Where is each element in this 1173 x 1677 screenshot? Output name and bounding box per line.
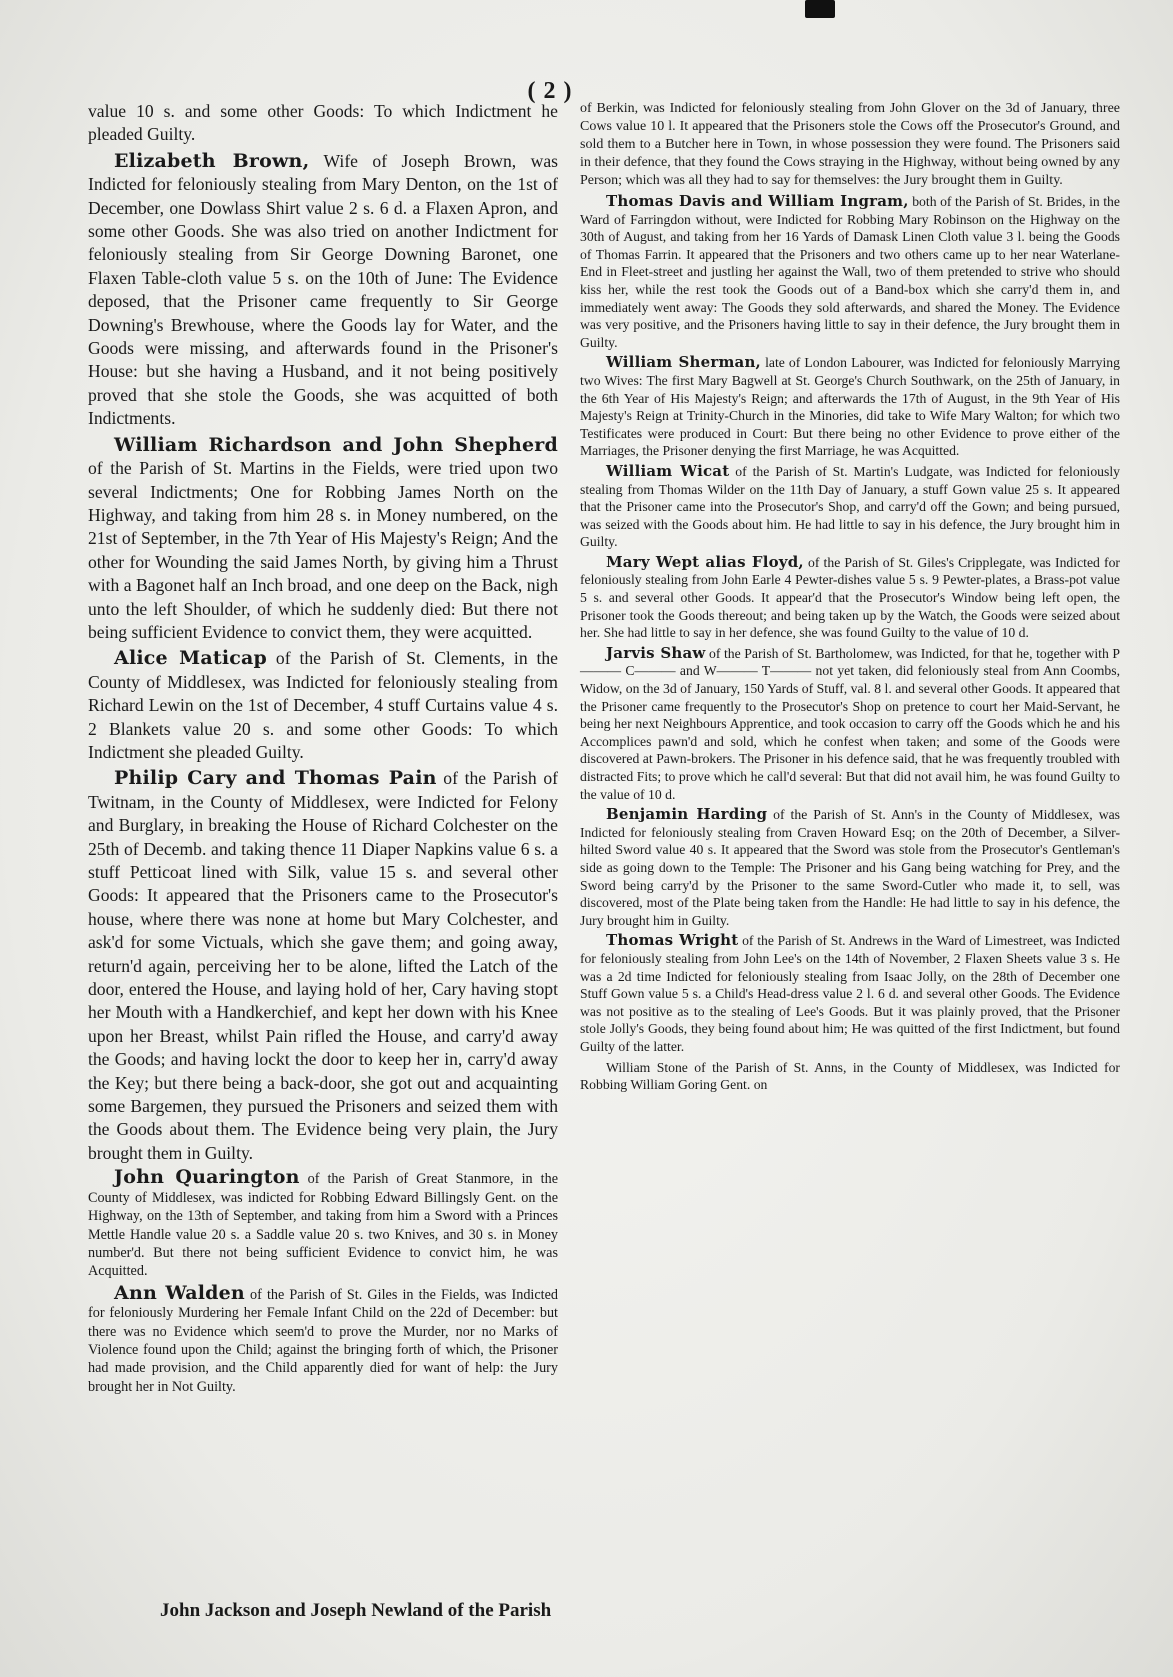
case-paragraph [580,932,1120,1055]
case-defendant-name: Ann Walden [114,1281,245,1304]
case-paragraph [580,193,1120,351]
left-column [88,100,558,1399]
case-defendant-name: Philip Cary and Thomas Pain [114,767,437,790]
case-paragraph [580,806,1120,929]
case-paragraph [88,100,558,147]
case-defendant-name: William Richardson and John Shepherd [114,433,558,456]
case-paragraph [580,354,1120,460]
case-defendant-name: Elizabeth Brown, [114,149,310,172]
case-defendant-name: Jarvis Shaw [606,643,706,662]
case-text: of the Parish of St. Clements, in the County of Middlesex, was Indicted for feloniously stealing from Richard Lewin on the 1st of December, 4 stuff Curtains value 4 s. 2 Blankets value 20 s. and some other Goods: To which Indictment she pleaded Guilty. [88,648,558,762]
case-text: value 10 s. and some other Goods: To which Indictment he pleaded Guilty. [88,101,558,145]
case-text: of the Parish of St. Ann's in the County of Middlesex, was Indicted for feloniously stealing from Craven Howard Esq; on the 20th of December, a Silver-hilted Sword value 40 s. It appeared that the Sword was stole from the Prosecutor's Gentleman's side as going down to the Temple: The Prisoner and his Gang being watching for Prey, and the Sword being carry'd by the Prisoner to the same Sword-Cutler who made it, to sell, was discovered, most of the Plate being taken from the Handle: He had little to say in his defence, the Jury brought him in Guilty. [580,807,1121,928]
right-column-footer: William Stone of the Parish of St. Anns, in the County of Middlesex, was Indicted for Robbing William Goring Gent. on [580,1059,1120,1093]
case-text: late of London Labourer, was Indicted for feloniously Marrying two Wives: The first Mary Bagwell at St. George's Church Southwark, on the 25th of January, in the 6th Year of His Majesty's Reign; and afterwards the 17th of August, in the 9th Year of His Majesty's Reign at Trinity-Church in the Minories, did take to Wife Mary Walton; for which two Testificates were produced in Court: But there being no other Evidence to prove either of the Marriages, the Prisoner denying the first Marriage, he was Acquitted. [580,355,1120,459]
case-paragraph [88,150,558,431]
case-text: of Berkin, was Indicted for feloniously stealing from John Glover on the 3d of January, three Cows value 10 l. It appeared that the Prisoners stole the Cows off the Prosecutor's Ground, and sold them to a Butcher here in Town, in whose possession they were found. The Prisoners said in their defence, that they found the Cows straying in the Highway, without being owned by any Person; which was all they had to say for themselves: the Jury brought them in Guilty. [580,101,1120,188]
case-text: of the Parish of Twitnam, in the County of Middlesex, were Indicted for Felony and Burglary, in breaking the House of Richard Colchester on the 25th of Decemb. and taking thence 11 Diaper Napkins value 6 s. a stuff Petticoat lined with Silk, value 15 s. and several other Goods: It appeared that the Prisoners came to the Prosecutor's house, where there was none at home but Mary Colchester, and ask'd for some Victuals, which she gave them; and going away, return'd again, perceiving her to be alone, lifted the Latch of the door, entered the House, and laying hold of her, Cary having stopt her Mouth with a Handkerchief, and kept her down with his Knee upon her Breast, whilst Pain rifled the House, and carry'd away the Goods; and having lockt the door to keep her in, carry'd away the Key; but there being a back-door, she got out and acquainting some Bargemen, they pursued the Prisoners and seized them with the Goods about them. The Evidence being very plain, the Jury brought them in Guilty. [88,768,559,1163]
case-paragraph [580,463,1120,551]
ink-blot [805,0,835,18]
case-paragraph [580,100,1120,190]
page-number: ( 2 ) [527,78,573,104]
right-column [580,100,1120,1097]
case-defendant-name: William Wicat [606,461,730,480]
case-defendant-name: Thomas Wright [606,931,739,950]
case-defendant-name: John Quarington [114,1166,300,1189]
case-defendant-name: Thomas Davis and William Ingram, [606,192,909,210]
case-text: Wife of Joseph Brown, was Indicted for feloniously stealing from Mary Denton, on the 1st of December, one Dowlass Shirt value 2 s. 6 d. a Flaxen Apron, and some other Goods. She was also tried on another Indictment for feloniously stealing from Sir George Downing Baronet, one Flaxen Table-cloth value 5 s. on the 10th of June: The Evidence deposed, that the Prisoner came frequently to Sir George Downing's Brewhouse, where the Goods lay for Water, and the Goods were missing, and afterwards found in the Prisoner's House: but she having a Husband, and it not being positively proved that she stole the Goods, she was acquitted of both Indictments. [88,150,558,429]
case-paragraph [580,645,1120,803]
case-paragraph [88,1168,558,1280]
case-text: both of the Parish of St. Brides, in the Ward of Farringdon without, were Indicted for Robbing Mary Robinson on the Highway on the 30th of August, and taking from her 16 Yards of Damask Linen Cloth value 3 l. being the Goods of Thomas Farrin. It appeared that the Prisoners and two others came up to her near Waterlane-End in Fleet-street and justling her against the Wall, two of them pretended to strive who should kiss her, while the rest took the Goods out of a Band-box which she carry'd them in, and immediately went away: The Goods they sold afterwards, and shared the Money. The Evidence was very positive, and the Prisoners having little to say in their defence, the Jury brought them in Guilty. [580,194,1120,350]
case-paragraph [580,554,1120,642]
case-text: of the Parish of St. Giles's Cripplegate, was Indicted for feloniously stealing from John Earle 4 Pewter-dishes value 5 s. 9 Pewter-plates, a Brass-pot value 5 s. and several other Goods. It appear'd that the Prosecutor's Window being left open, the Prisoner took the Goods thereout; and being taken up by the Watch, the Goods were seized about her. She had little to say in her defence, she was found Guilty to the value of 10 d. [580,554,1120,641]
case-paragraph [88,434,558,645]
case-defendant-name: Alice Maticap [114,647,268,670]
case-paragraph [88,1281,558,1396]
case-text: of the Parish of St. Martin's Ludgate, was Indicted for feloniously stealing from Thomas Wilder on the 11th Day of January, a stuff Gown value 25 s. It appeared that the Prisoner came into the Prosecutor's Shop, and carry'd off the Gown; and being pursued, was seized with the Goods about him. He had little to say in his defence, the Jury brought him in Guilty. [580,463,1120,550]
case-defendant-name: William Sherman, [606,353,761,372]
case-text: of the Parish of St. Giles in the Fields, was Indicted for feloniously Murdering her Female Infant Child on the 22d of December: but there was no Evidence which seem'd to prove the Murder, nor no Marks of Violence found upon the Child; against the bringing forth of which, the Prisoner had made provision, and the Child apparently died for want of help: the Jury brought her in Not Guilty. [88,1286,558,1395]
left-column-footer: John Jackson and Joseph Newland of the Parish [160,1600,552,1621]
case-paragraph [88,767,558,1165]
case-text: of the Parish of St. Bartholomew, was Indicted, for that he, together with P——— C——— and W——— T——— not yet taken, did feloniously steal from Ann Coombs, Widow, on the 3d of January, 150 Yards of Stuff, val. 8 l. and several other Goods. It appeared that the Prisoner came frequently to the Prosecutor's Shop on pretence to court her Maid-Servant, he being her next Neighbours Apprentice, and took occasion to carry off the Goods which he and his Accomplices pawn'd and sold, which he confest when taken; and some of the Goods were discovered at Pawn-brokers. The Prisoner in his defence said, that he was frequently troubled with distracted Fits; to prove which he call'd several: But that did not avail him, he was found Guilty to the value of 10 d. [580,645,1120,802]
case-text: of the Parish of St. Andrews in the Ward of Limestreet, was Indicted for feloniously stealing from John Lee's on the 14th of November, 2 Flaxen Sheets value 3 s. He was a 2d time Indicted for feloniously stealing from Isaac Jolly, on the 28th of December one Stuff Gown value 5 s. a Child's Head-dress value 2 l. 6 d. and several other Goods. The Evidence was not positive as to the stealing of Lee's Goods. But it was plainly proved, that the Prisoner stole Jolly's Goods, they being found about him; He was quitted of the first Indictment, but found Guilty of the latter. [580,933,1120,1054]
case-defendant-name: Mary Wept alias Floyd, [606,552,804,571]
case-text: of the Parish of Great Stanmore, in the County of Middlesex, was indicted for Robbing Edward Billingsly Gent. on the Highway, on the 13th of September, and taking from him a Sword with a Princes Mettle Handle value 20 s. a Saddle value 20 s. two Knives, and 30 s. in Money number'd. But there not being sufficient Evidence to convict him, he was Acquitted. [88,1171,558,1280]
case-paragraph [88,647,558,764]
case-text: of the Parish of St. Martins in the Fields, were tried upon two several Indictments; One for Robbing James North on the Highway, and taking from him 28 s. in Money numbered, on the 21st of September, in the 7th Year of His Majesty's Reign; And the other for Wounding the said James North, by giving him a Thrust with a Bagonet half an Inch broad, and one deep on the Back, nigh unto the left Shoulder, of which he suddenly died: But there not being sufficient Evidence to convict them, they were acquitted. [88,458,558,642]
case-defendant-name: Benjamin Harding [606,805,768,824]
